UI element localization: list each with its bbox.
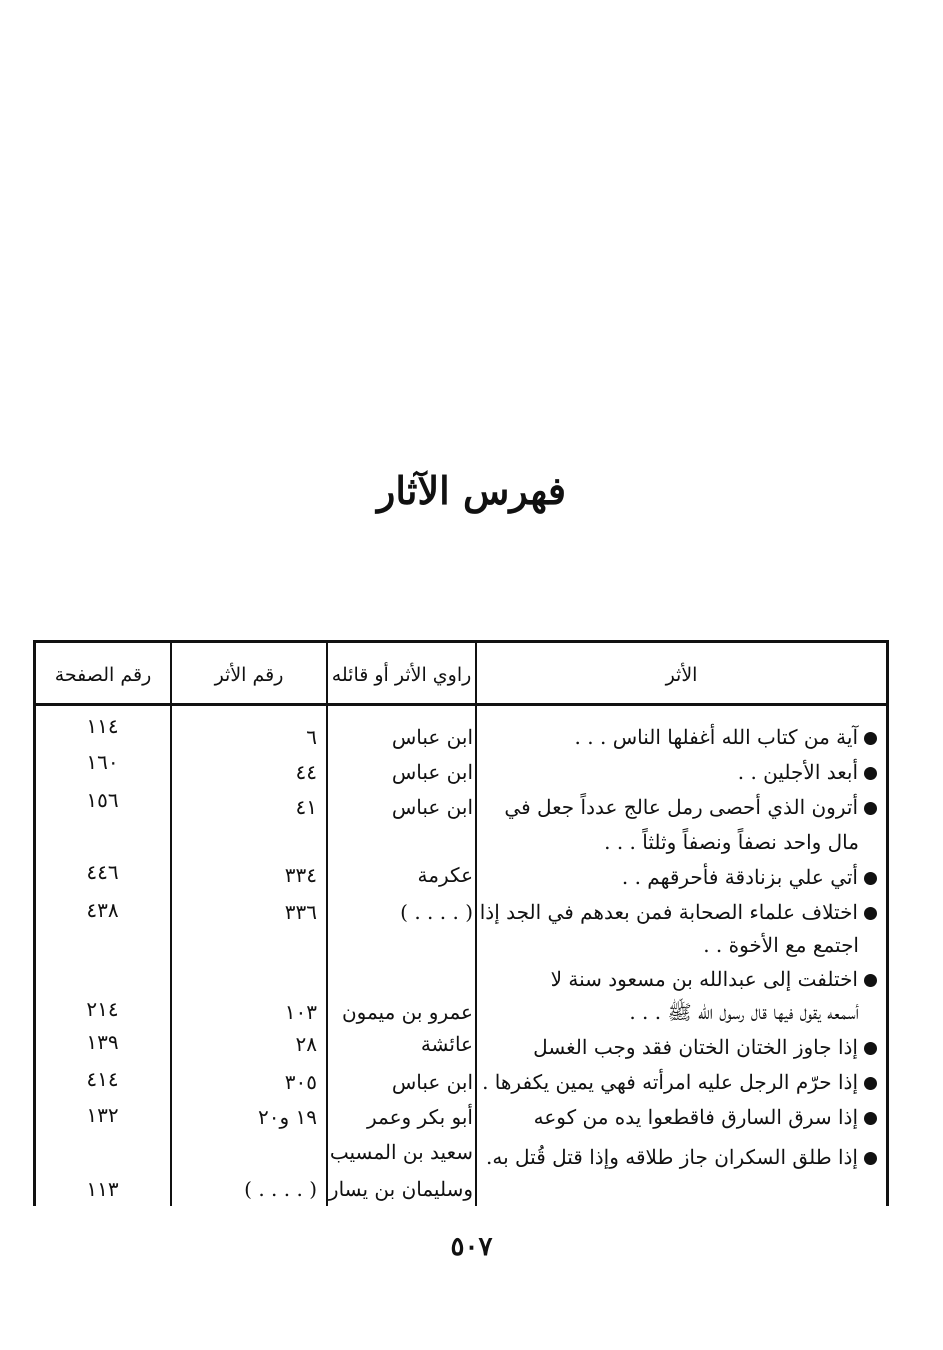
bullet-icon (864, 732, 877, 745)
header-page: رقم الصفحة (54, 664, 152, 686)
athar-number-cell: ٣٣٤ (284, 863, 317, 887)
list-item: آية من كتاب الله أغفلها الناس . . . (477, 720, 877, 754)
rawi-cell: عمرو بن ميمون (341, 1000, 473, 1024)
page-number-cell: ١١٤ (86, 714, 119, 738)
header-athar: الأثر (665, 664, 698, 686)
page-number-cell: ١٣٩ (86, 1030, 119, 1054)
rawi-cell-second-line: وسليمان بن يسار (328, 1177, 473, 1201)
athar-number-cell: ٣٣٦ (284, 900, 317, 924)
bullet-icon (864, 1077, 877, 1090)
rawi-cell: ابن عباس (391, 1070, 473, 1094)
page-number-cell: ٢١٤ (86, 997, 119, 1021)
page-number-cell: ١١٣ (86, 1177, 119, 1201)
list-item: إذا سرق السارق فاقطعوا يده من كوعه (477, 1100, 877, 1134)
bullet-icon (864, 907, 877, 920)
rawi-cell: سعيد بن المسيب (329, 1140, 473, 1164)
athar-number-cell: ( . . . . ) (244, 1177, 317, 1201)
list-item: إذا حرّم الرجل عليه امرأته فهي يمين يكفرها . (477, 1065, 877, 1099)
bullet-icon (864, 872, 877, 885)
rawi-cell: ابن عباس (391, 795, 473, 819)
page-title: فهرس الآثار (377, 468, 566, 513)
list-item: أتي علي بزنادقة فأحرقهم . . (477, 860, 877, 894)
list-item-continuation: مال واحد نصفاً ونصفاً وثلثاً . . . (604, 830, 859, 854)
table-left-border (33, 640, 36, 1206)
list-item-continuation: اجتمع مع الأخوة . . (703, 933, 859, 957)
list-item: اختلفت إلى عبدالله بن مسعود سنة لا (477, 962, 877, 996)
list-item: إذا جاوز الختان الختان فقد وجب الغسل (477, 1030, 877, 1064)
col-divider-num (170, 640, 172, 1206)
page-number-cell: ٤٤٦ (86, 860, 119, 884)
list-item-continuation: أسمعه يقول فيها قال رسول الله ﷺ . . . (629, 1000, 859, 1024)
page-number: ٥٠٧ (450, 1232, 493, 1262)
bullet-icon (864, 767, 877, 780)
page-number-cell: ٤٣٨ (86, 898, 119, 922)
athar-number-cell: ١٠٣ (284, 1000, 317, 1024)
rawi-cell: ابن عباس (391, 760, 473, 784)
list-item: اختلاف علماء الصحابة فمن بعدهم في الجد إذا (477, 895, 877, 929)
bullet-icon (864, 974, 877, 987)
athar-number-cell: ٤١ (295, 795, 317, 819)
header-bottom-border (33, 703, 888, 706)
athar-number-cell: ٢٨ (295, 1032, 317, 1056)
col-divider-rawi (326, 640, 328, 1206)
page-number-cell: ١٦٠ (86, 750, 119, 774)
bullet-icon (864, 1112, 877, 1125)
bullet-icon (864, 1042, 877, 1055)
rawi-cell: عائشة (420, 1032, 473, 1056)
page-number-cell: ١٣٢ (86, 1103, 119, 1127)
page-number-cell: ١٥٦ (86, 788, 119, 812)
list-item: إذا طلق السكران جاز طلاقه وإذا قتل قُتل به. (477, 1140, 877, 1174)
rawi-cell: ( . . . . ) (400, 900, 473, 924)
page-number-cell: ٤١٤ (86, 1067, 119, 1091)
header-rawi: راوي الأثر أو قائله (331, 664, 472, 686)
list-item: أترون الذي أحصى رمل عالج عدداً جعل في (477, 790, 877, 824)
header-num: رقم الأثر (214, 664, 284, 686)
athar-number-cell: ١٩ و٢٠ (258, 1105, 317, 1129)
athar-number-cell: ٣٠٥ (284, 1070, 317, 1094)
bullet-icon (864, 802, 877, 815)
table-right-border (886, 640, 889, 1206)
athar-number-cell: ٦ (306, 725, 317, 749)
list-item: أبعد الأجلين . . (477, 755, 877, 789)
rawi-cell: عكرمة (417, 863, 473, 887)
athar-number-cell: ٤٤ (295, 760, 317, 784)
rawi-cell: أبو بكر وعمر (366, 1105, 473, 1129)
rawi-cell: ابن عباس (391, 725, 473, 749)
table-top-border (33, 640, 888, 643)
bullet-icon (864, 1152, 877, 1165)
